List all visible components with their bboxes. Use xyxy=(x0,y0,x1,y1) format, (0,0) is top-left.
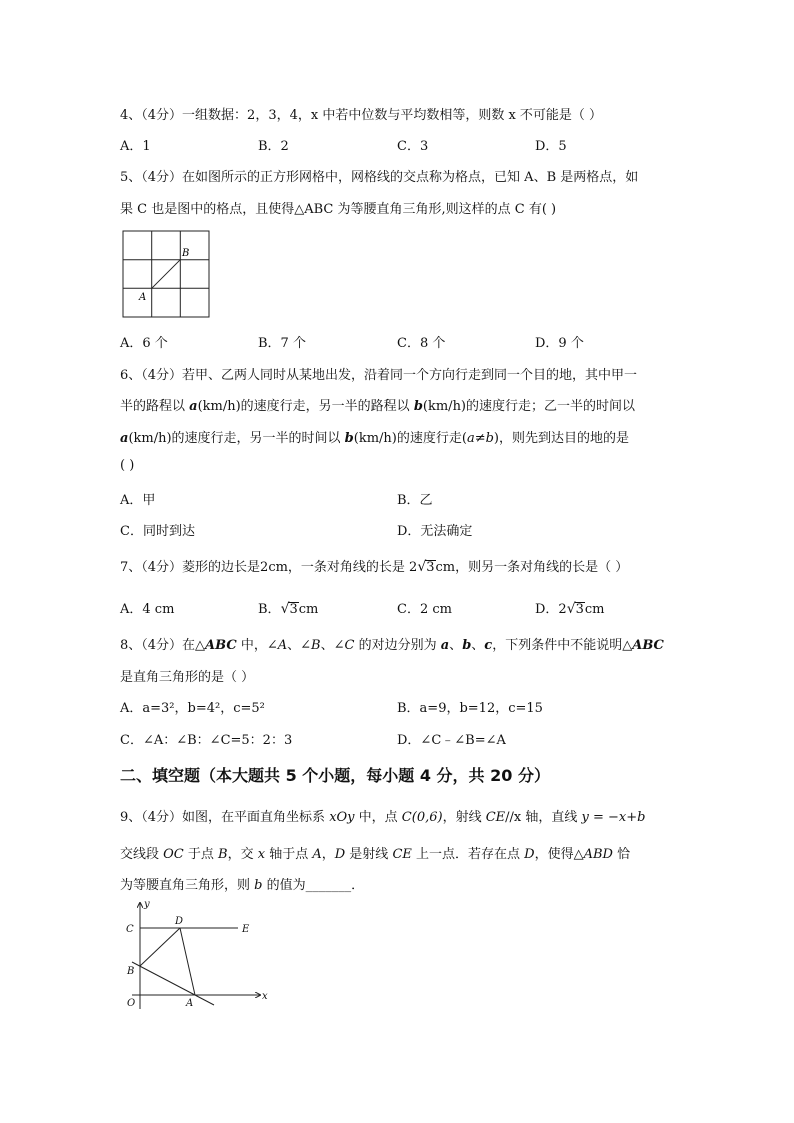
q6-option-c: C．同时到达 xyxy=(120,524,195,539)
q6-option-d: D．无法确定 xyxy=(397,524,473,539)
label-b: B xyxy=(127,966,135,977)
q9-line-1: 9、（4分）如图，在平面直角坐标系 xOy 中，点 C(0,6)，射线 CE//x 轴，直线 y = −x+b xyxy=(120,810,646,825)
label-y: y xyxy=(144,899,150,910)
q4-option-b: B．2 xyxy=(258,139,289,154)
q8-line-1: 8、（4分）在△ABC 中，∠A、∠B、∠C 的对边分别为 a、b、c，下列条件中不能说明△ABC xyxy=(120,638,664,653)
q8-line-2: 是直角三角形的是（ ） xyxy=(120,670,255,685)
q4-text: 4、（4分）一组数据：2，3，4，x 中若中位数与平均数相等，则数 x 不可能是（ ） xyxy=(120,108,603,123)
q9-line-2: 交线段 OC 于点 B，交 x 轴于点 A，D 是射线 CE 上一点．若存在点 D，使得△ABD 恰 xyxy=(120,847,631,862)
q5-option-d: D．9 个 xyxy=(535,336,584,351)
label-x: x xyxy=(262,991,268,1002)
section-title-fill-in: 二、填空题（本大题共 5 个小题，每小题 4 分，共 20 分） xyxy=(120,766,550,785)
q6-option-a: A．甲 xyxy=(120,493,156,508)
q7-option-b: B．√3cm xyxy=(258,601,319,617)
q8-option-b: B．a=9，b=12，c=15 xyxy=(397,701,543,716)
label-a: A xyxy=(186,998,194,1009)
q7-option-d: D．2√3cm xyxy=(535,601,605,617)
q5-option-b: B．7 个 xyxy=(258,336,306,351)
q7-option-a: A．4 cm xyxy=(120,602,175,617)
q9-line-3: 为等腰直角三角形，则 b 的值为_______． xyxy=(120,878,365,893)
q6-line-3: a(km/h)的速度行走，另一半的时间以 b(km/h)的速度行走(a≠b)，则先到达目的地的是 xyxy=(120,431,629,446)
q8-option-a: A．a=3²，b=4²，c=5² xyxy=(120,701,265,716)
q5-option-a: A．6 个 xyxy=(120,336,168,351)
point-label-a: A xyxy=(139,292,147,303)
q9-coordinate-figure xyxy=(118,895,278,1013)
segment-da xyxy=(180,928,195,995)
label-o: O xyxy=(127,998,136,1009)
q4-option-c: C．3 xyxy=(397,139,429,154)
q4-option-a: A．1 xyxy=(120,139,151,154)
q4-option-d: D．5 xyxy=(535,139,567,154)
q5-grid-figure xyxy=(120,228,212,320)
q7-option-c: C．2 cm xyxy=(397,602,452,617)
label-c: C xyxy=(126,924,134,935)
label-e: E xyxy=(242,924,250,935)
q5-line-2: 果 C 也是图中的格点，且使得△ABC 为等腰直角三角形,则这样的点 C 有( ) xyxy=(120,202,557,217)
q6-line-2: 半的路程以 a(km/h)的速度行走，另一半的路程以 b(km/h)的速度行走；乙一半的时间以 xyxy=(120,399,636,414)
q8-option-d: D．∠C﹣∠B=∠A xyxy=(397,733,506,748)
q7-text: 7、（4分）菱形的边长是2cm，一条对角线的长是 2√3cm，则另一条对角线的长是（ ） xyxy=(120,559,629,575)
q6-line-1: 6、（4分）若甲、乙两人同时从某地出发，沿着同一个方向行走到同一个目的地，其中甲一 xyxy=(120,368,638,383)
segment-bd xyxy=(140,928,180,966)
q5-line-1: 5、（4分）在如图所示的正方形网格中，网格线的交点称为格点，已知 A、B 是两格点，如 xyxy=(120,170,639,185)
q6-option-b: B．乙 xyxy=(397,493,433,508)
q8-option-c: C．∠A：∠B：∠C=5：2：3 xyxy=(120,733,293,748)
q5-option-c: C．8 个 xyxy=(397,336,446,351)
segment-ab xyxy=(152,260,181,289)
line-ab xyxy=(132,962,214,1005)
label-d: D xyxy=(175,916,184,927)
point-label-b: B xyxy=(182,248,190,259)
q6-line-4: ( ) xyxy=(120,458,135,473)
